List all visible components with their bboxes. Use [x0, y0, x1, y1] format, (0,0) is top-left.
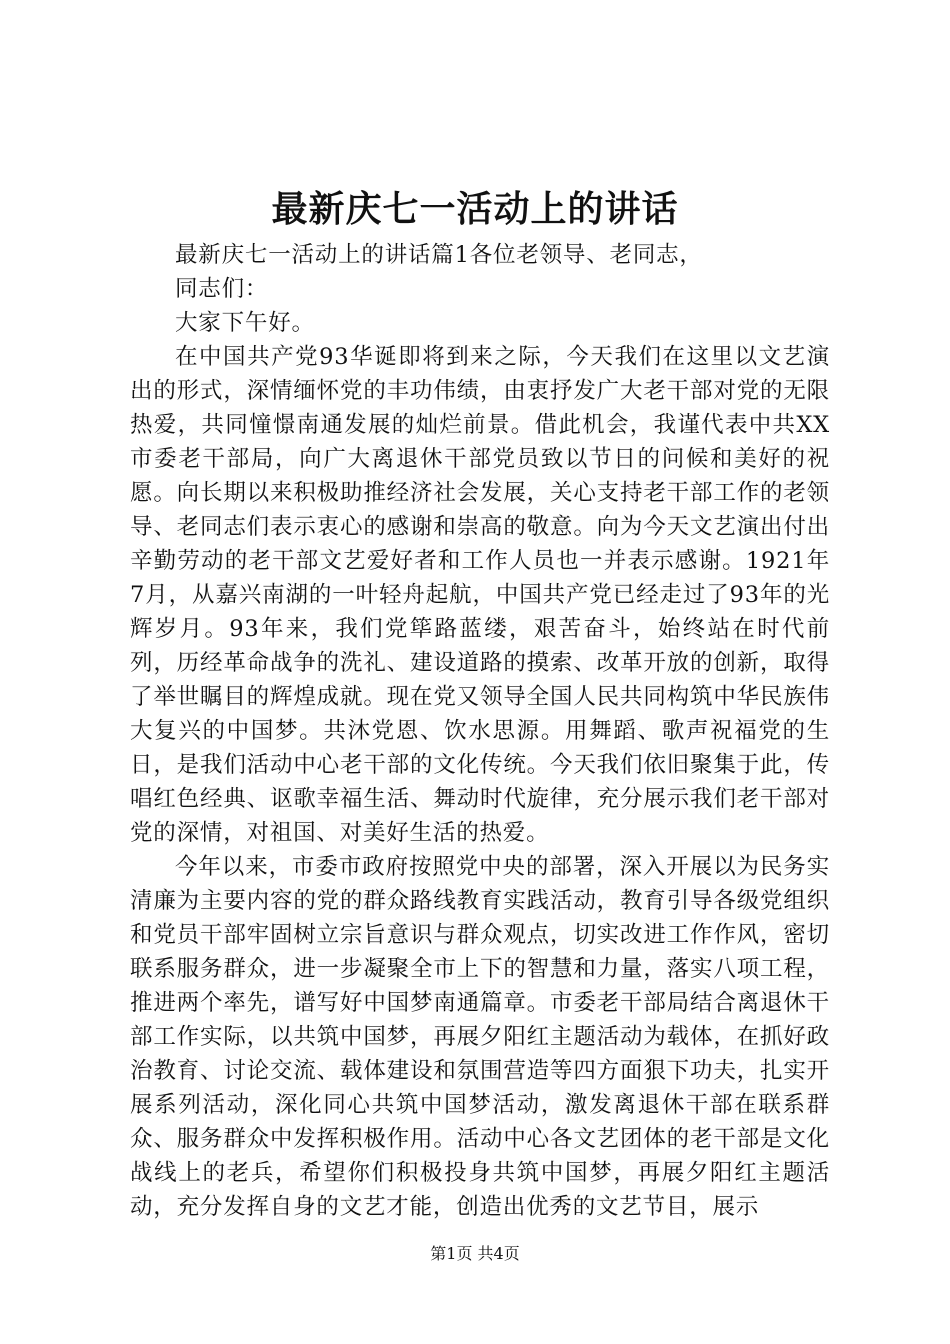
page-number-footer: 第1页 共4页 — [430, 1244, 520, 1263]
paragraph-greeting: 大家下午好。 — [175, 310, 315, 336]
paragraph-anniversary: 在中国共产党93华诞即将到来之际，今天我们在这里以文艺演出的形式，深情缅怀党的丰功伟绩，由衷抒发广大老干部对党的无限热爱，共同憧憬南通发展的灿烂前景。借此机会，我谨代表中共XX市委老干部局，向广大离退休干部党员致以节日的问候和美好的祝愿。向长期以来积极助推经济社会发展，关心支持老干部工作的老领导、老同志们表示衷心的感谢和崇高的敬意。向为今天文艺演出付出辛勤劳动的老干部文艺爱好者和工作人员也一并表示感谢。1921年7月，从嘉兴南湖的一叶轻舟起航，中国共产党已经走过了93年的光辉岁月。93年来，我们党筚路蓝缕，艰苦奋斗，始终站在时代前列，历经革命战争的洗礼、建设道路的摸索、改革开放的创新，取得了举世瞩目的辉煌成就。现在党又领导全国人民共同构筑中华民族伟大复兴的中国梦。共沐党恩、饮水思源。用舞蹈、歌声祝福党的生日，是我们活动中心老干部的文化传统。今天我们依旧聚集于此，传唱红色经典、讴歌幸福生活、舞动时代旋律，充分展示我们老干部对党的深情，对祖国、对美好生活的热爱。 — [130, 344, 830, 846]
document-title: 最新庆七一活动上的讲话 — [271, 188, 679, 230]
document-body — [130, 238, 830, 1224]
paragraph-this-year: 今年以来，市委市政府按照党中央的部署，深入开展以为民务实清廉为主要内容的党的群众路线教育实践活动，教育引导各级党组织和党员干部牢固树立宗旨意识与群众观点，切实改进工作作风，密切联系服务群众，进一步凝聚全市上下的智慧和力量，落实八项工程，推进两个率先，谱写好中国梦南通篇章。市委老干部局结合离退休干部工作实际，以共筑中国梦，再展夕阳红主题活动为载体，在抓好政治教育、讨论交流、载体建设和氛围营造等四方面狠下功夫，扎实开展系列活动，深化同心共筑中国梦活动，激发离退休干部在联系群众、服务群众中发挥积极作用。活动中心各文艺团体的老干部是文化战线上的老兵，希望你们积极投身共筑中国梦，再展夕阳红主题活动，充分发挥自身的文艺才能，创造出优秀的文艺节目，展示 — [130, 854, 830, 1220]
paragraph-salutation: 同志们： — [175, 276, 269, 302]
paragraph-opening: 最新庆七一活动上的讲话篇1各位老领导、老同志， — [175, 242, 703, 268]
